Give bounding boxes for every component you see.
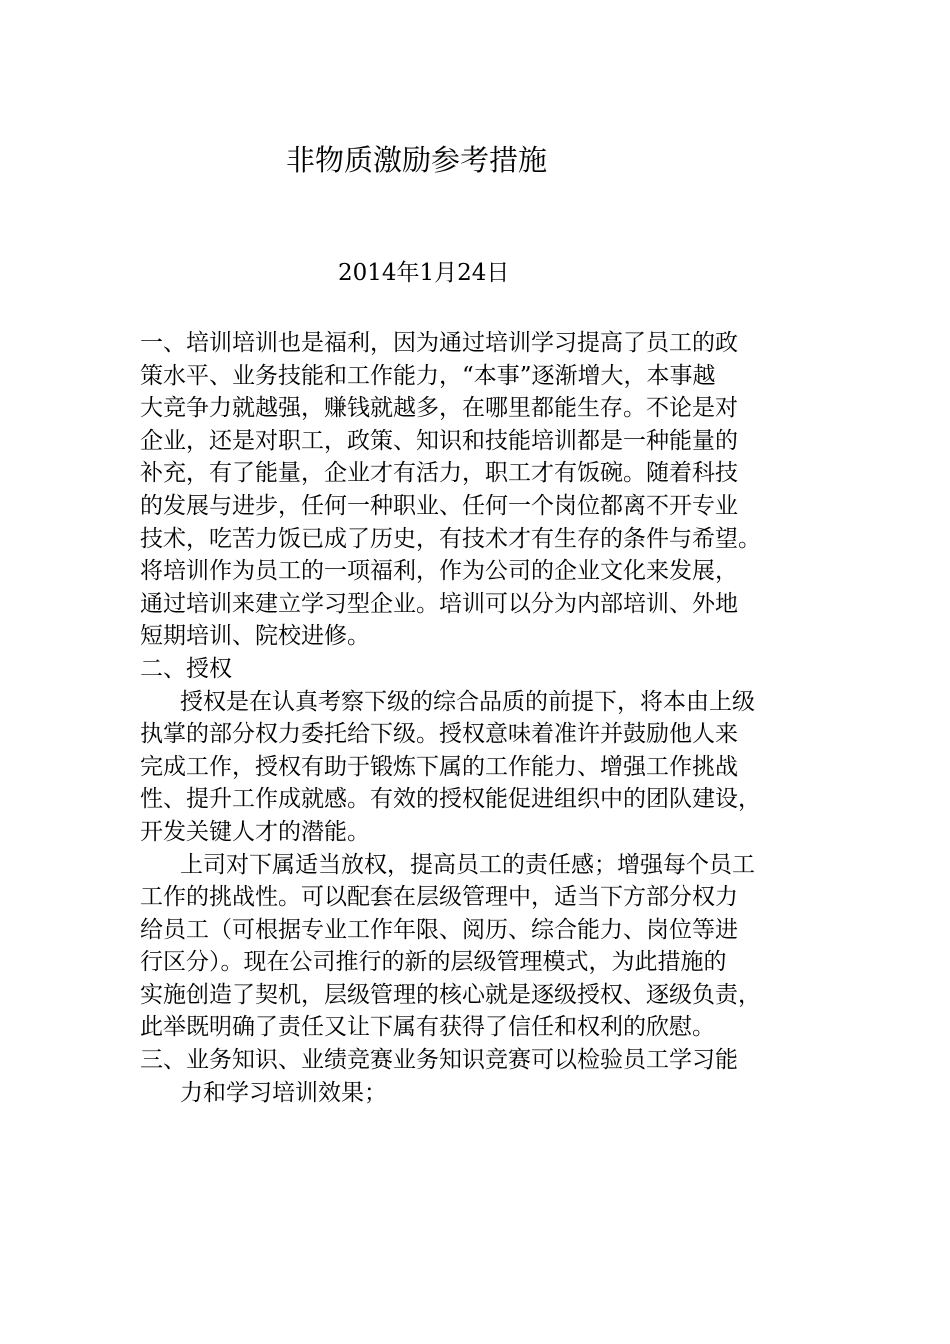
text-line: 给员工（可根据专业工作年限、阅历、综合能力、岗位等进 [140,916,738,943]
text-line: 力和学习培训效果； [180,1079,387,1106]
text-line: 企业，还是对职工，政策、知识和技能培训都是一种能量的 [140,427,738,454]
text-line: 二、授权 [140,655,232,682]
text-line: 开发关键人才的潜能。 [140,818,370,845]
text-line: 通过培训来建立学习型企业。培训可以分为内部培训、外地 [140,590,738,617]
text-line: 性、提升工作成就感。有效的授权能促进组织中的团队建设， [140,786,761,813]
document-title: 非物质激励参考措施 [286,143,548,177]
text-line: 三、业务知识、业绩竞赛业务知识竞赛可以检验员工学习能 [140,1047,738,1074]
text-line: 完成工作，授权有助于锻炼下属的工作能力、增强工作挑战 [140,753,738,780]
text-line: 大竞争力就越强，赚钱就越多，在哪里都能生存。不论是对 [140,395,738,422]
document-date: 2014年1月24日 [338,260,510,286]
text-line: 上司对下属适当放权，提高员工的责任感；增强每个员工 [180,851,755,878]
text-line: 的发展与进步，任何一种职业、任何一个岗位都离不开专业 [140,492,738,519]
text-line: 实施创造了契机，层级管理的核心就是逐级授权、逐级负责， [140,981,761,1008]
text-line: 策水平、业务技能和工作能力，“本事”逐渐增大，本事越 [140,362,716,389]
text-line: 行区分）。现在公司推行的新的层级管理模式，为此措施的 [140,949,727,976]
text-line: 此举既明确了责任又让下属有获得了信任和权利的欣慰。 [140,1014,715,1041]
text-line: 短期培训、院校进修。 [140,623,370,650]
text-line: 执掌的部分权力委托给下级。授权意味着准许并鼓励他人来 [140,721,738,748]
text-line: 技术，吃苦力饭已成了历史，有技术才有生存的条件与希望。 [140,525,761,552]
text-line: 一、培训培训也是福利，因为通过培训学习提高了员工的政 [140,330,738,356]
text-line: 授权是在认真考察下级的综合品质的前提下，将本由上级 [180,688,755,715]
text-line: 补充，有了能量，企业才有活力，职工才有饭碗。随着科技 [140,460,738,487]
text-line: 将培训作为员工的一项福利，作为公司的企业文化来发展， [140,558,738,585]
text-line: 工作的挑战性。可以配套在层级管理中，适当下方部分权力 [140,884,738,911]
document-body [140,327,830,1109]
